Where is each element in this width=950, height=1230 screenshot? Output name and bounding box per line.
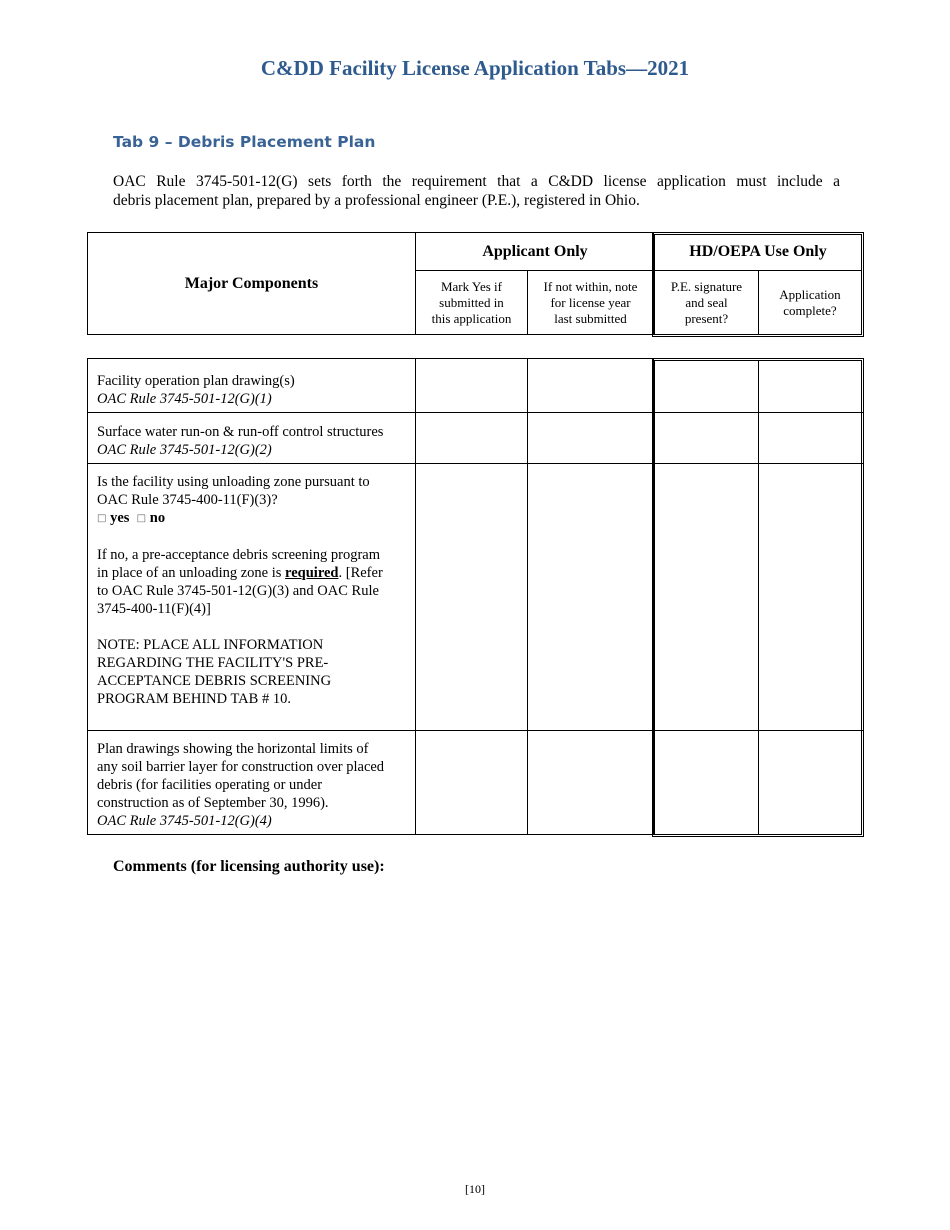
intro-line-1: OAC Rule 3745-501-12(G) sets forth the requirement that a C&DD license application must include a	[113, 173, 840, 190]
header-line: this application	[431, 311, 512, 326]
section-heading: Tab 9 – Debris Placement Plan	[113, 133, 376, 151]
required-emphasis: required	[285, 565, 339, 581]
page-title: C&DD Facility License Application Tabs—2021	[260, 56, 690, 80]
intro-line-2: debris placement plan, prepared by a professional engineer (P.E.), registered in Ohio.	[113, 192, 640, 209]
header-line: P.E. signature	[670, 279, 743, 294]
component-row-4	[97, 740, 384, 830]
component-rule: OAC Rule 3745-501-12(G)(4)	[97, 813, 272, 829]
header-line: submitted in	[439, 295, 504, 310]
paragraph-line	[97, 564, 383, 582]
yes-label: yes	[110, 510, 130, 526]
component-label: Surface water run-on & run-off control structures	[97, 424, 384, 440]
row-divider	[87, 730, 864, 731]
yes-no-options	[97, 509, 383, 528]
note-line: NOTE: PLACE ALL INFORMATION	[97, 637, 324, 653]
header-line: complete?	[783, 303, 837, 318]
header-line: Application	[779, 287, 841, 302]
component-rule: OAC Rule 3745-501-12(G)(2)	[97, 442, 272, 458]
component-rule: OAC Rule 3745-501-12(G)(1)	[97, 391, 272, 407]
component-row-1	[97, 372, 295, 408]
header-line: If not within, note	[543, 279, 638, 294]
paragraph-line: 3745-400-11(F)(4)]	[97, 601, 211, 617]
note-line: ACCEPTANCE DEBRIS SCREENING	[97, 673, 332, 689]
not-within-column-header	[528, 271, 653, 335]
header-line: last submitted	[554, 311, 627, 326]
major-components-header: Major Components	[184, 274, 319, 292]
paragraph-text: . [Refer	[338, 565, 383, 581]
header-line: and seal	[685, 295, 728, 310]
mark-yes-column-header	[416, 271, 527, 335]
component-label: Facility operation plan drawing(s)	[97, 373, 295, 389]
header-line: present?	[684, 311, 729, 326]
column-divider	[415, 358, 416, 835]
component-row-2	[97, 423, 383, 459]
header-line: Mark Yes if	[440, 279, 503, 294]
column-divider	[527, 358, 528, 835]
applicant-only-header: Applicant Only	[482, 243, 588, 260]
pe-signature-column-header	[655, 271, 758, 335]
component-label: Plan drawings showing the horizontal limits of	[97, 741, 369, 757]
component-label: any soil barrier layer for construction over placed	[97, 759, 385, 775]
question-line: OAC Rule 3745-400-11(F)(3)?	[97, 492, 278, 508]
yes-checkbox-icon[interactable]: □	[97, 513, 107, 524]
header-line: for license year	[550, 295, 631, 310]
component-label: construction as of September 30, 1996).	[97, 795, 329, 811]
paragraph-text: in place of an unloading zone is	[97, 565, 286, 581]
page-number: [10]	[465, 1182, 485, 1196]
note-line: REGARDING THE FACILITY'S PRE-	[97, 655, 329, 671]
no-checkbox-icon[interactable]: □	[136, 513, 147, 524]
component-label: debris (for facilities operating or under	[97, 777, 323, 793]
paragraph-line: If no, a pre-acceptance debris screening program	[97, 547, 381, 563]
paragraph-line: to OAC Rule 3745-501-12(G)(3) and OAC Rule	[97, 583, 379, 599]
row-divider	[87, 463, 864, 464]
comments-label: Comments (for licensing authority use):	[113, 858, 385, 875]
column-divider	[758, 360, 759, 835]
no-label: no	[149, 510, 166, 526]
row-divider	[87, 412, 864, 413]
note-line: PROGRAM BEHIND TAB # 10.	[97, 691, 291, 707]
component-row-3	[97, 473, 383, 708]
hd-oepa-header: HD/OEPA Use Only	[689, 243, 827, 260]
intro-paragraph	[113, 172, 840, 210]
question-line: Is the facility using unloading zone pursuant to	[97, 474, 370, 490]
app-complete-column-header	[759, 271, 861, 335]
